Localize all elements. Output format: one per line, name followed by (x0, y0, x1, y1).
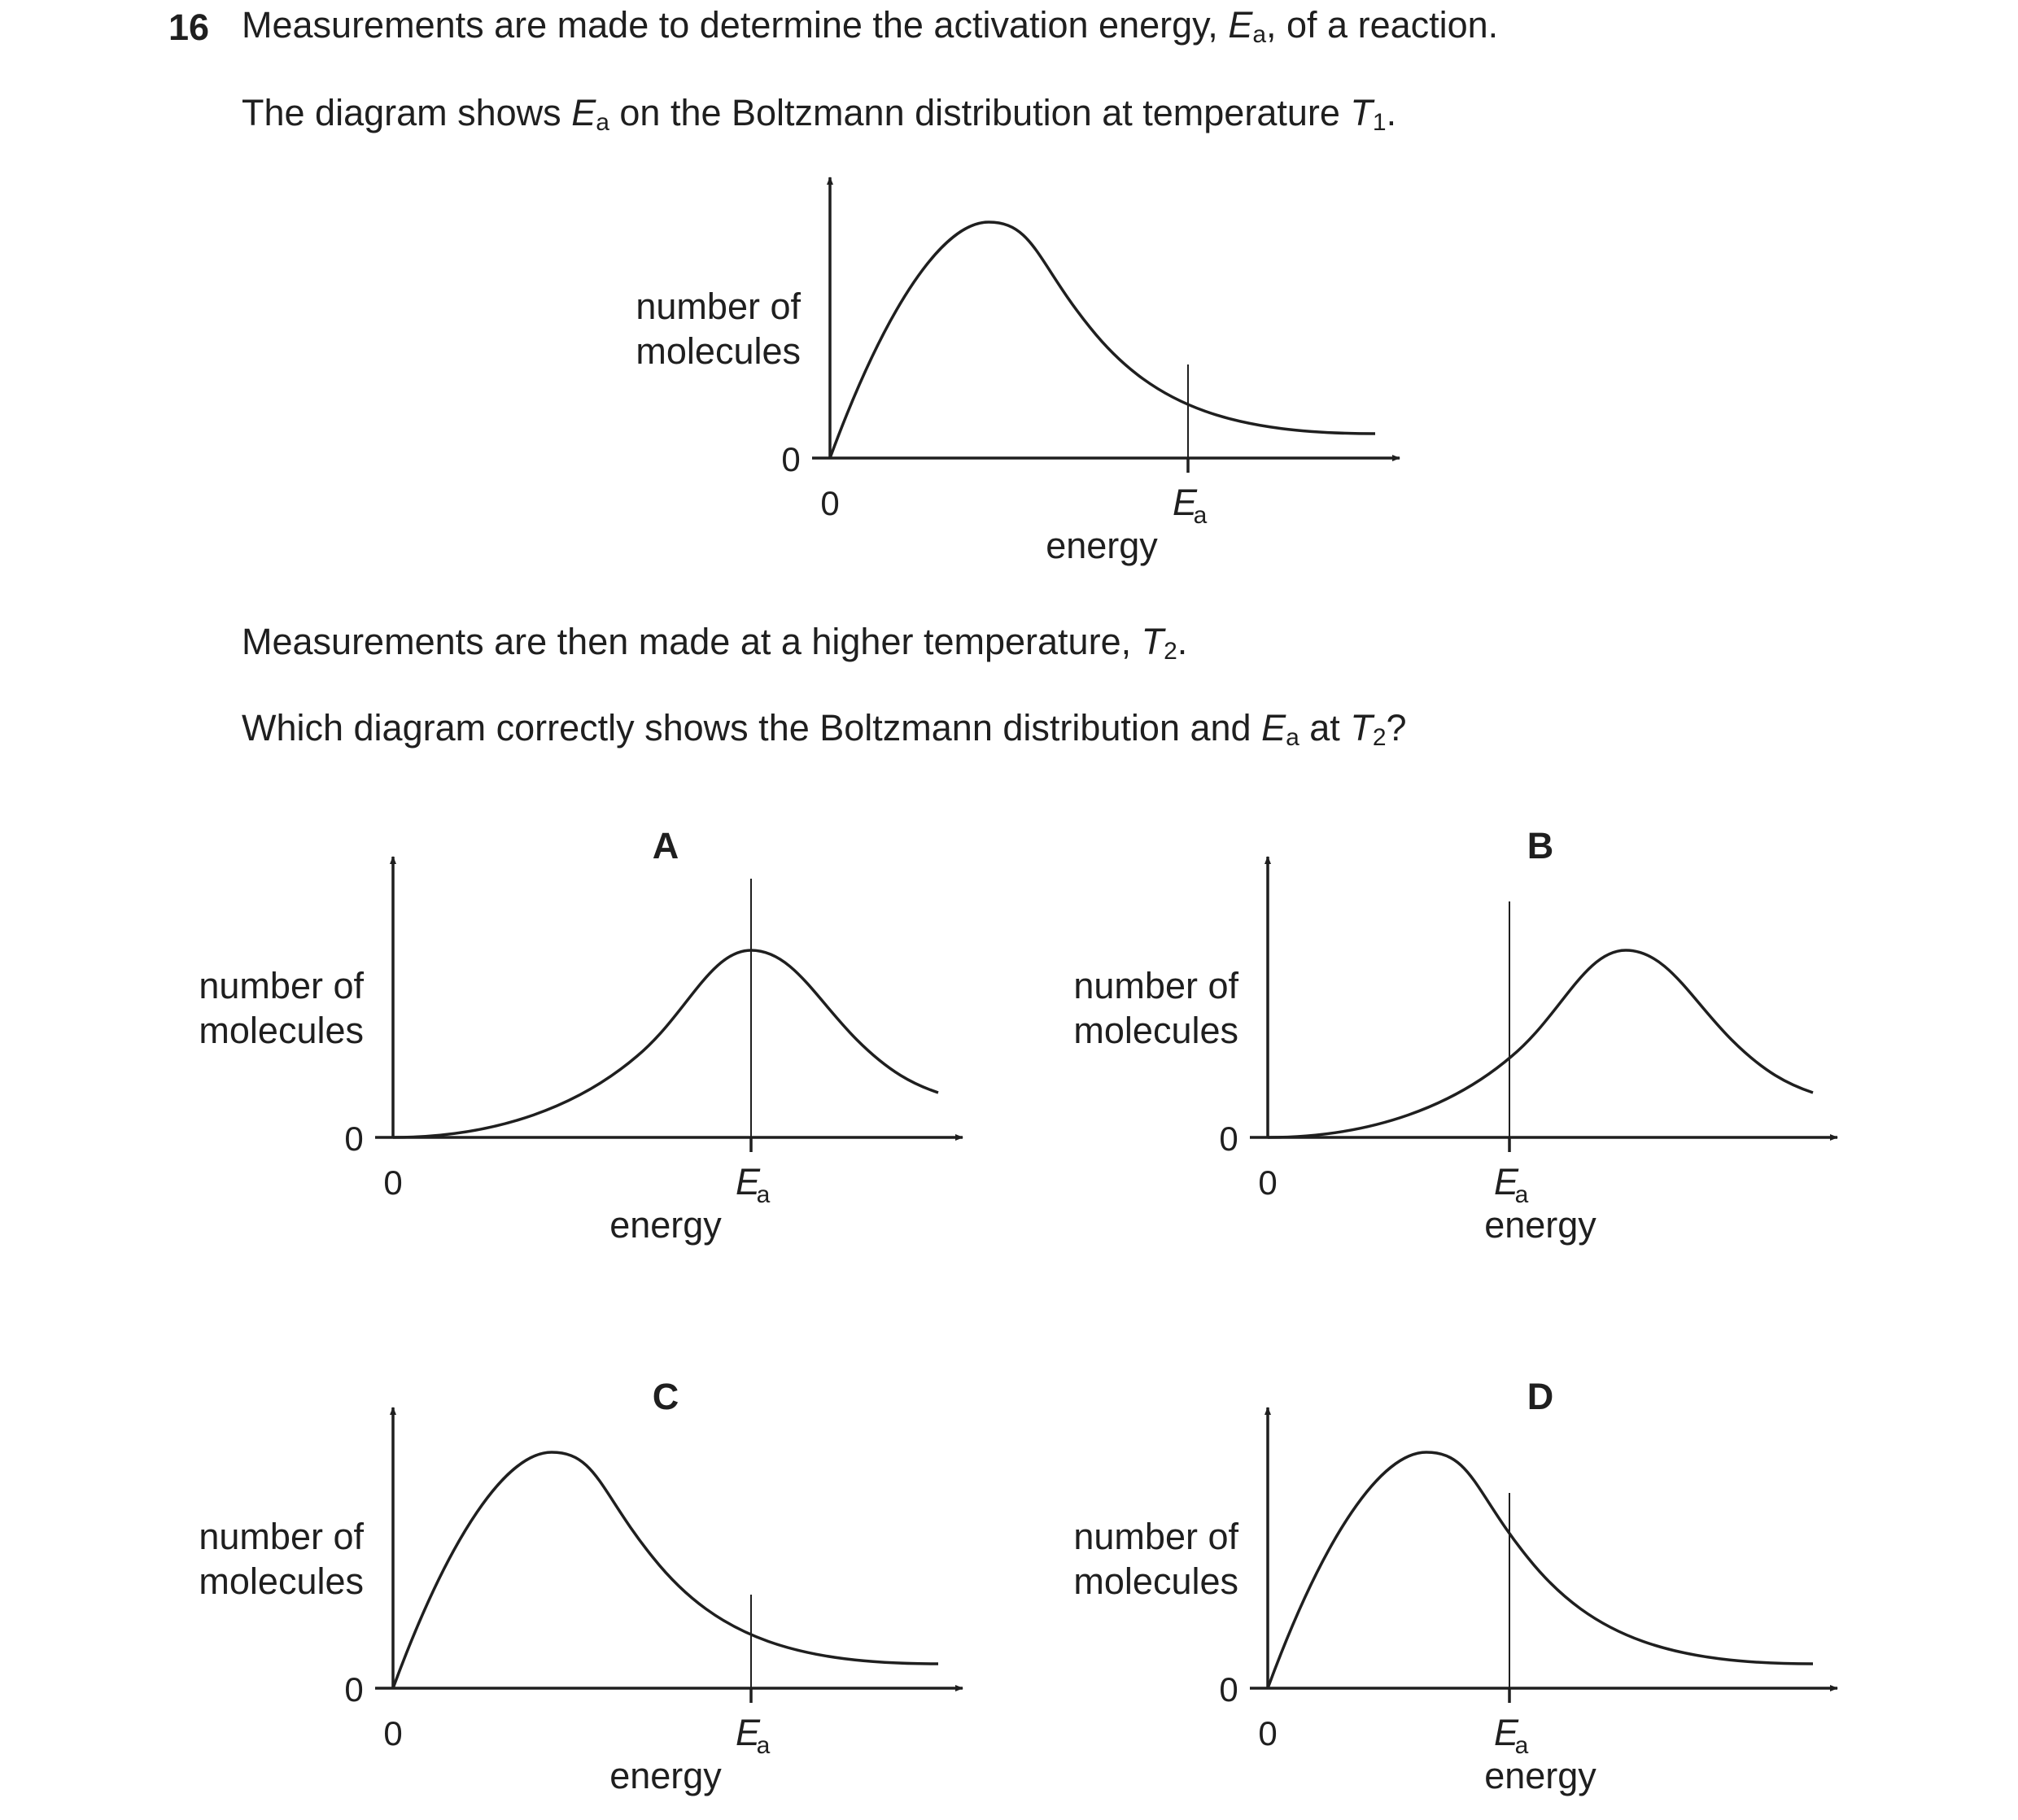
ea-subscript: a (756, 1181, 771, 1208)
diagram-option-C (199, 1376, 963, 1796)
distribution-curve (393, 1452, 938, 1688)
y-axis-label-line1: number of (1073, 1516, 1238, 1557)
ea-label: E (1493, 1161, 1519, 1202)
diagram-option-D (1073, 1376, 1837, 1796)
y-zero-label: 0 (344, 1119, 364, 1158)
diagram-option-A (199, 825, 963, 1246)
y-zero-label: 0 (1219, 1670, 1238, 1709)
x-axis-label: energy (609, 1755, 722, 1796)
y-axis-label-line2: molecules (1073, 1010, 1238, 1051)
distribution-curve (393, 950, 938, 1137)
question-number: 16 (168, 7, 210, 48)
option-label: B (1527, 824, 1554, 866)
ea-label: E (735, 1712, 761, 1753)
ea-subscript: a (1514, 1732, 1529, 1759)
ea-label: E (1493, 1712, 1519, 1753)
diagram-original-T1 (636, 177, 1400, 566)
y-zero-label: 0 (781, 440, 801, 478)
x-axis-label: energy (609, 1204, 722, 1246)
question-line-4: Which diagram correctly shows the Boltzmann distribution and $E_a$ at $T_2$? (242, 707, 1407, 751)
x-axis-label: energy (1046, 525, 1158, 566)
ea-label: E (735, 1161, 761, 1202)
x-axis-label: energy (1484, 1204, 1596, 1246)
question-line-1: Measurements are made to determine the activation energy, $E_a$, of a reaction. (242, 4, 1499, 48)
y-axis-label-line2: molecules (636, 330, 801, 372)
option-label: D (1527, 1375, 1554, 1417)
x-axis-label: energy (1484, 1755, 1596, 1796)
ea-subscript: a (1193, 502, 1208, 529)
y-axis-label-line1: number of (199, 1516, 364, 1557)
option-label: C (652, 1375, 679, 1417)
question-line-3: Measurements are then made at a higher temperature, $T_2$. (242, 621, 1188, 665)
y-axis-label-line2: molecules (1073, 1560, 1238, 1602)
diagram-option-B (1073, 825, 1837, 1246)
distribution-curve (1268, 1452, 1813, 1688)
x-zero-label: 0 (383, 1714, 403, 1752)
distribution-curve (1268, 950, 1813, 1137)
x-zero-label: 0 (820, 484, 840, 522)
y-zero-label: 0 (1219, 1119, 1238, 1158)
ea-subscript: a (756, 1732, 771, 1759)
y-axis-label-line1: number of (1073, 965, 1238, 1006)
y-axis-label-line2: molecules (199, 1560, 364, 1602)
y-axis-label-line2: molecules (199, 1010, 364, 1051)
question-line-2: The diagram shows $E_a$ on the Boltzmann distribution at temperature $T_1$. (242, 92, 1397, 136)
y-zero-label: 0 (344, 1670, 364, 1709)
y-axis-label-line1: number of (199, 965, 364, 1006)
x-zero-label: 0 (1258, 1714, 1278, 1752)
distribution-curve (830, 222, 1375, 458)
y-axis-label-line1: number of (636, 286, 801, 327)
x-zero-label: 0 (383, 1163, 403, 1202)
x-zero-label: 0 (1258, 1163, 1278, 1202)
ea-subscript: a (1514, 1181, 1529, 1208)
option-label: A (652, 824, 679, 866)
ea-label: E (1172, 482, 1198, 523)
